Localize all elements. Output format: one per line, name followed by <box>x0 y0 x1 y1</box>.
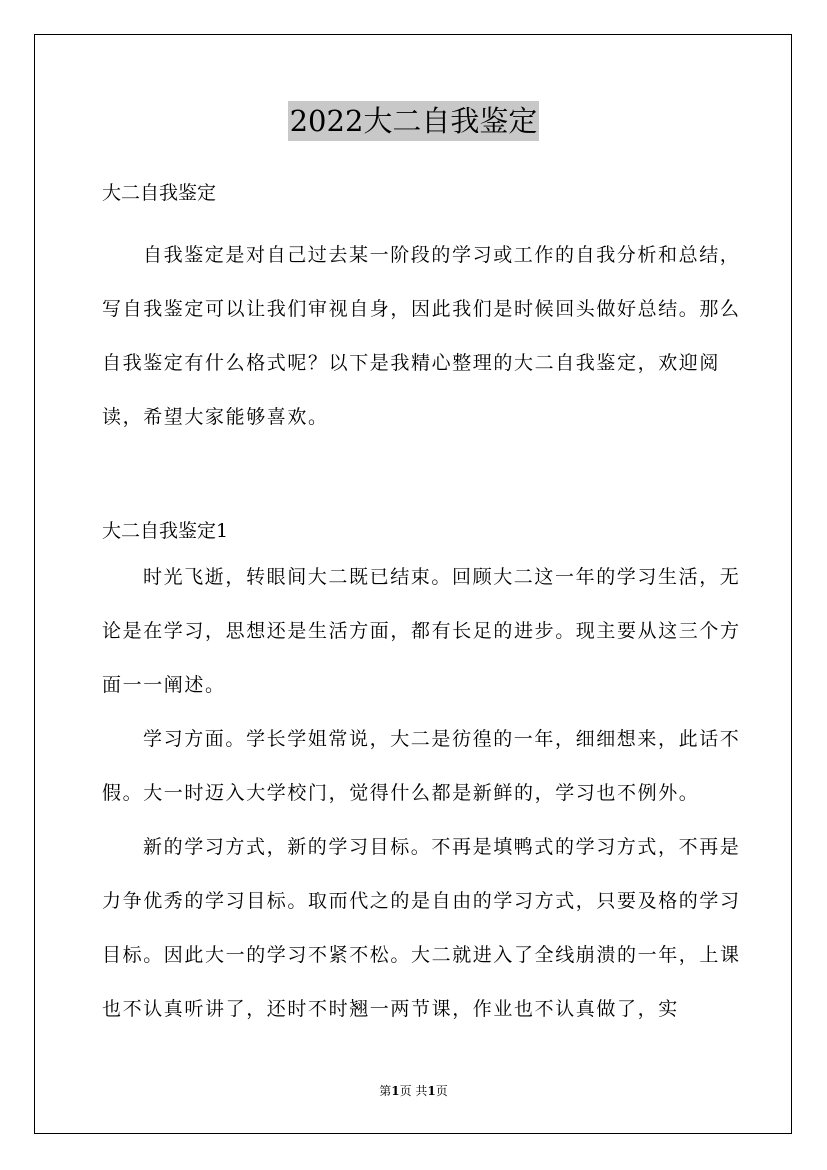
document-body <box>102 174 742 1036</box>
section-heading: 大二自我鉴定1 <box>102 520 229 542</box>
body-paragraph: 时光飞逝，转眼间大二既已结束。回顾大二这一年的学习生活，无论是在学习，思想还是生活方面，都有长足的进步。现主要从这三个方面一一阐述。 <box>102 566 741 696</box>
section-heading: 大二自我鉴定 <box>102 182 217 204</box>
footer-mid: 页 共 <box>399 1084 428 1098</box>
document-title: 2022大二自我鉴定 <box>288 101 540 141</box>
footer-page-number: 1 <box>391 1084 400 1098</box>
body-paragraph: 学习方面。学长学姐常说，大二是彷徨的一年，细细想来，此话不假。大一时迈入大学校门，觉得什么都是新鲜的，学习也不例外。 <box>102 728 741 804</box>
footer-total-pages: 1 <box>427 1084 436 1098</box>
footer-suffix: 页 <box>435 1084 448 1098</box>
title-container <box>0 101 827 141</box>
footer-prefix: 第 <box>379 1084 392 1098</box>
body-paragraph: 新的学习方式，新的学习目标。不再是填鸭式的学习方式，不再是力争优秀的学习目标。取而代之的是自由的学习方式，只要及格的学习目标。因此大一的学习不紧不松。大二就进入了全线崩溃的一年，上课也不认真听讲了，还时不时翘一两节课，作业也不认真做了，实 <box>102 836 741 1020</box>
page-footer <box>0 1083 827 1099</box>
intro-paragraph: 自我鉴定是对自己过去某一阶段的学习或工作的自我分析和总结，写自我鉴定可以让我们审视自身，因此我们是时候回头做好总结。那么自我鉴定有什么格式呢？以下是我精心整理的大二自我鉴定，欢迎阅读，希望大家能够喜欢。 <box>102 244 741 428</box>
